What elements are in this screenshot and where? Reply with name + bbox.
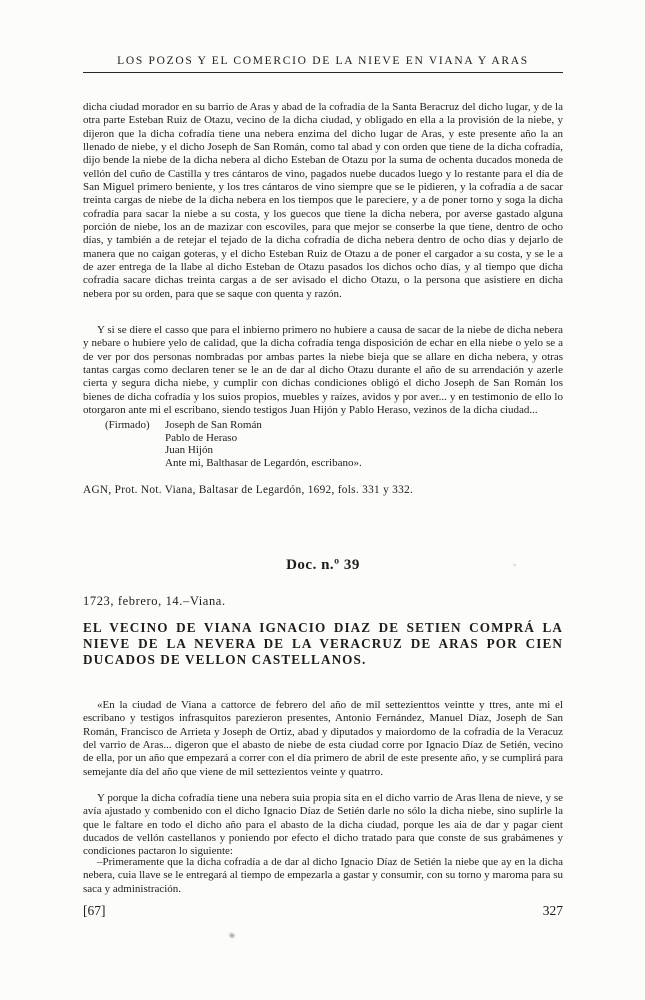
paper-speck-artifact xyxy=(512,563,517,567)
doc-title: EL VECINO DE VIANA IGNACIO DIAZ DE SETIEN COMPRÁ LA NIEVE DE LA NEVERA DE LA VERACRUZ DE ARAS POR CIEN DUCADOS DE VELLON CASTELLANOS. xyxy=(83,620,563,668)
signatory-name: Joseph de San Román xyxy=(165,419,262,431)
archive-citation: AGN, Prot. Not. Viana, Baltasar de Legardón, 1692, fols. 331 y 332. xyxy=(83,484,414,496)
signature-label: (Firmado) xyxy=(105,419,150,431)
doc-number-heading: Doc. n.º 39 xyxy=(286,557,360,573)
signatory-list xyxy=(165,419,362,469)
doc-date-line: 1723, febrero, 14.–Viana. xyxy=(83,594,226,608)
signatory-name: Juan Hijón xyxy=(165,444,213,457)
doc38-paragraph-2: Y si se diere el casso que para el inbierno primero no hubiere a causa de sacar de la niebe de dicha nebera y nebare o hubiere yelo de calidad, que la dicha cofradía tenga disposición de echar en ella niebe o yelo se a de ver por dos personas nombradas por ambas partes la niebe bieja que se allare en dicha nebera, y otras tantas cargas como declaren tener se le an de dar al dicho Otazu durante el año de su arrendación y azerle cierta y segura dicha niebe, y cumplir con dichas condiciones obligó el dicho Joseph de San Román los bienes de dicha cofradía y los suios propios, muebles y raízes, avidos y por aver... y en testimonio de ello lo otorgaron ante mi el escribano, siendo testigos Juan Hijón y Pablo Heraso, vezinos de la dicha ciudad... xyxy=(83,324,563,417)
doc38-paragraph-1: dicha ciudad morador en su barrio de Aras y abad de la cofradía de la Santa Beracruz del dicho lugar, y de la otra parte Esteban Ruiz de Otazu, vecino de la dicha ciudad, y obligado en ella a la provisión de la niebe, y dijeron que la dicha cofradía tiene una nebera enzima del dicho lugar de Aras, y este presente año la an llenado de niebe, y el dicho Joseph de San Román, como tal abad y con orden que tiene de la dicha cofradía, dijo bende la niebe de la dicha nebera al dicho Esteban de Otazu por la suma de ochenta ducados moneda de vellón del cuño de Castilla y tres cántaros de vino, pagados nuebe ducados luego y lo restante para el día de San Miguel primero beniente, y los tres cántaros de vino siempre que se le pidieren, y la cofradía a de sacar treinta cargas de niebe de la dicha nebera en los tiempos que le pareciere, y a de poner torno y soga la dicha cofradía para sacar la niebe a su costa, y los guecos que tiene la dicha nebera, por averse gastado alguna porción de niebe, los an de mazizar con escoviles, para que mejor se conserbe la que tiene, dentro de ocho días, y también a de retejar el tejado de la dicha cofradía de dicha nebera dentro de ocho días y dejarlo de manera que no caigan goteras, y el dicho Esteban Ruiz de Otazu a de poner el cargador a su costa, y se le a de azer entrega de la llabe al dicho Esteban de Otazu pasados los dichos ocho días, y al tiempo que dicha cofradía sacare dichas treinta cargas a de ser avisado el dicho Otazu, o la persona que asistiere en dicha nebera por su orden, para que se saque con quenta y razón. xyxy=(83,101,563,300)
signatory-name: Ante mi, Balthasar de Legardón, escribano». xyxy=(165,456,362,469)
running-header: LOS POZOS Y EL COMERCIO DE LA NIEVE EN VIANA Y ARAS xyxy=(83,55,563,73)
page-number-right: 327 xyxy=(542,903,563,918)
signature-block xyxy=(83,419,563,469)
doc39-paragraph-3: –Primeramente que la dicha cofradía a de dar al dicho Ignacio Díaz de Setién la niebe que ay en la dicha nebera, cuia llave se le entregará al tiempo de empezarla a gastar y consumir, con su torno y maroma para su saca y administración. xyxy=(83,856,563,895)
smudge-artifact xyxy=(227,931,237,941)
doc39-paragraph-2: Y porque la dicha cofradía tiene una nebera suia propia sita en el dicho varrio de Aras llena de nieve, y se avía ajustado y combenido con el dicho Ignacio Díaz de Setién darle no sólo la dicha niebe, sino suplirle la que le faltare en todo el dicho año para el abasto de la dicha ciudad, porque les aia de dar y pagar cient ducados de vellón castellanos y poniendo por efecto el dicho tratado para que conste de sus grabámenes y condiciones pactaron lo siguiente: xyxy=(83,792,563,858)
doc39-paragraph-1: «En la ciudad de Viana a cattorce de febrero del año de mil settezienttos veintte y ttres, ante mi el escribano y testigos infrasquitos parezieron presentes, Antonio Fernández, Manuel Díaz, Joseph de San Román, Francisco de Arrieta y Joseph de Ortiz, abad y diputados y maiordomo de la cofradía de la Veracuz del varrio de Aras... digeron que el abasto de niebe de esta ciudad corre por Ignacio Díaz de Setién, vecino de ella, por un año que empezará a correr con el día primero de abril de este presente año, y se cumplirá para semejante día del año que viene de mil settezientos veinte y quatrro. xyxy=(83,699,563,778)
page-marker-left: [67] xyxy=(83,903,106,918)
signatory-name: Pablo de Heraso xyxy=(165,431,238,444)
